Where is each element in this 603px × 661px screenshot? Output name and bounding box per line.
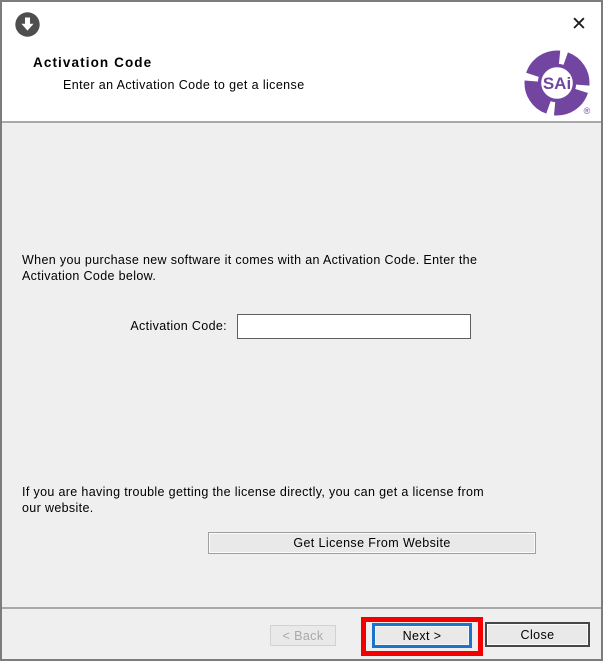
close-button[interactable]: Close [485, 622, 590, 647]
page-subtitle: Enter an Activation Code to get a license [63, 78, 305, 92]
intro-line-2: Activation Code below. [22, 269, 157, 283]
sai-logo [523, 50, 593, 120]
sai-logo-text: SAi [542, 74, 572, 93]
download-circle-icon [14, 11, 41, 38]
registered-mark: ® [583, 106, 591, 116]
next-button[interactable]: Next > [372, 623, 472, 648]
activation-code-label: Activation Code: [130, 319, 227, 333]
intro-paragraph [22, 252, 477, 284]
footer-divider [2, 607, 601, 609]
activation-code-input[interactable] [237, 314, 471, 339]
intro-line-1: When you purchase new software it comes with an Activation Code. Enter the [22, 253, 478, 267]
page-title: Activation Code [33, 55, 153, 70]
help-line-1: If you are having trouble getting the license directly, you can get a license from [22, 485, 485, 499]
help-line-2: our website. [22, 501, 94, 515]
get-license-from-website-button[interactable]: Get License From Website [208, 532, 536, 554]
help-paragraph [22, 484, 484, 516]
close-icon[interactable]: ✕ [565, 10, 593, 38]
back-button[interactable]: < Back [270, 625, 336, 646]
content-area [2, 123, 601, 659]
